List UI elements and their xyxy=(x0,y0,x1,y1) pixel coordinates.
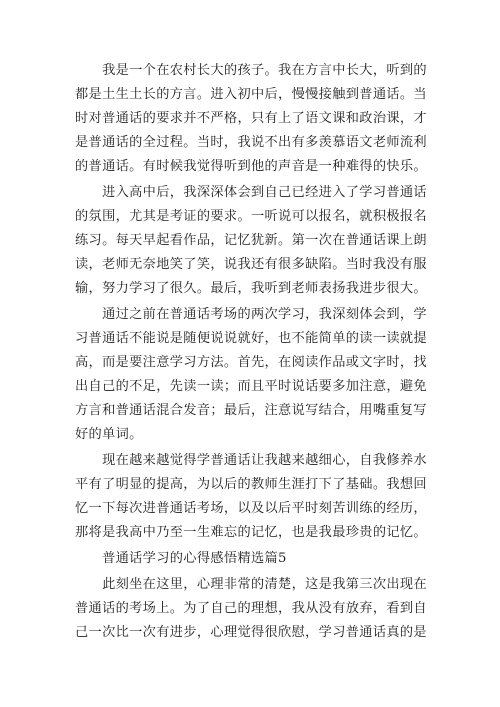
text-line: 是普通话的全过程。当时，我说不出有多羡慕语文老师流利 xyxy=(75,135,427,150)
text-line: 现在越来越觉得学普通话让我越来越细心，自我修养水 xyxy=(75,453,427,468)
text-line: 平有了明显的提高，为以后的教师生涯打下了基础。我想回 xyxy=(75,477,427,492)
text-line: 通过之前在普通话考场的两次学习，我深刻体会到，学 xyxy=(75,307,427,322)
text-line: 那将是我高中乃至一生难忘的记忆，也是我最珍贵的记忆。 xyxy=(75,525,427,540)
text-line: 好的单词。 xyxy=(75,427,143,442)
text-line: 习普通话不能说是随便说说就好，也不能简单的读一读就提 xyxy=(75,331,427,346)
paragraph-3 xyxy=(75,303,435,447)
text-line: 进入高中后，我深深体会到自己已经进入了学习普通话 xyxy=(75,185,427,200)
text-line: 我是一个在农村长大的孩子。我在方言中长大，听到的 xyxy=(75,63,427,78)
text-line: 都是土生土长的方言。进入初中后，慢慢接触到普通话。当 xyxy=(75,87,427,102)
paragraph-2 xyxy=(75,181,435,301)
text-line: 己一次比一次有进步，心理觉得很欣慰，学习普通话真的是 xyxy=(75,625,427,640)
section-heading xyxy=(75,547,435,571)
text-line: 出自己的不足，先读一读；而且平时说话要多加注意，避免 xyxy=(75,379,427,394)
document-body xyxy=(75,59,435,647)
paragraph-5 xyxy=(75,573,435,645)
paragraph-4 xyxy=(75,449,435,545)
text-line: 普通话的考场上。为了自己的理想，我从没有放弃，看到自 xyxy=(75,601,427,616)
text-line: 此刻坐在这里，心理非常的清楚，这是我第三次出现在 xyxy=(75,577,427,592)
text-line: 时对普通话的要求并不严格，只有上了语文课和政治课，才 xyxy=(75,111,427,126)
text-line: 读，老师无奈地笑了笑，说我还有很多缺陷。当时我没有服 xyxy=(75,257,427,272)
text-line: 的普通话。有时候我觉得听到他的声音是一种难得的快乐。 xyxy=(75,159,427,174)
text-line: 练习。每天早起看作品，记忆犹新。第一次在普通话课上朗 xyxy=(75,233,427,248)
text-line: 输，努力学习了很久。最后，我听到老师表扬我进步很大。 xyxy=(75,281,427,296)
text-line: 的氛围，尤其是考证的要求。一听说可以报名，就积极报名 xyxy=(75,209,427,224)
text-line: 高，而是要注意学习方法。首先，在阅读作品或文字时，找 xyxy=(75,355,427,370)
paragraph-1 xyxy=(75,59,435,179)
text-line: 方言和普通话混合发音；最后，注意说写结合，用嘴重复写 xyxy=(75,403,427,418)
heading-text: 普通话学习的心得感悟精选篇5 xyxy=(75,551,287,566)
text-line: 忆一下每次进普通话考场，以及以后平时刻苦训练的经历， xyxy=(75,501,427,516)
